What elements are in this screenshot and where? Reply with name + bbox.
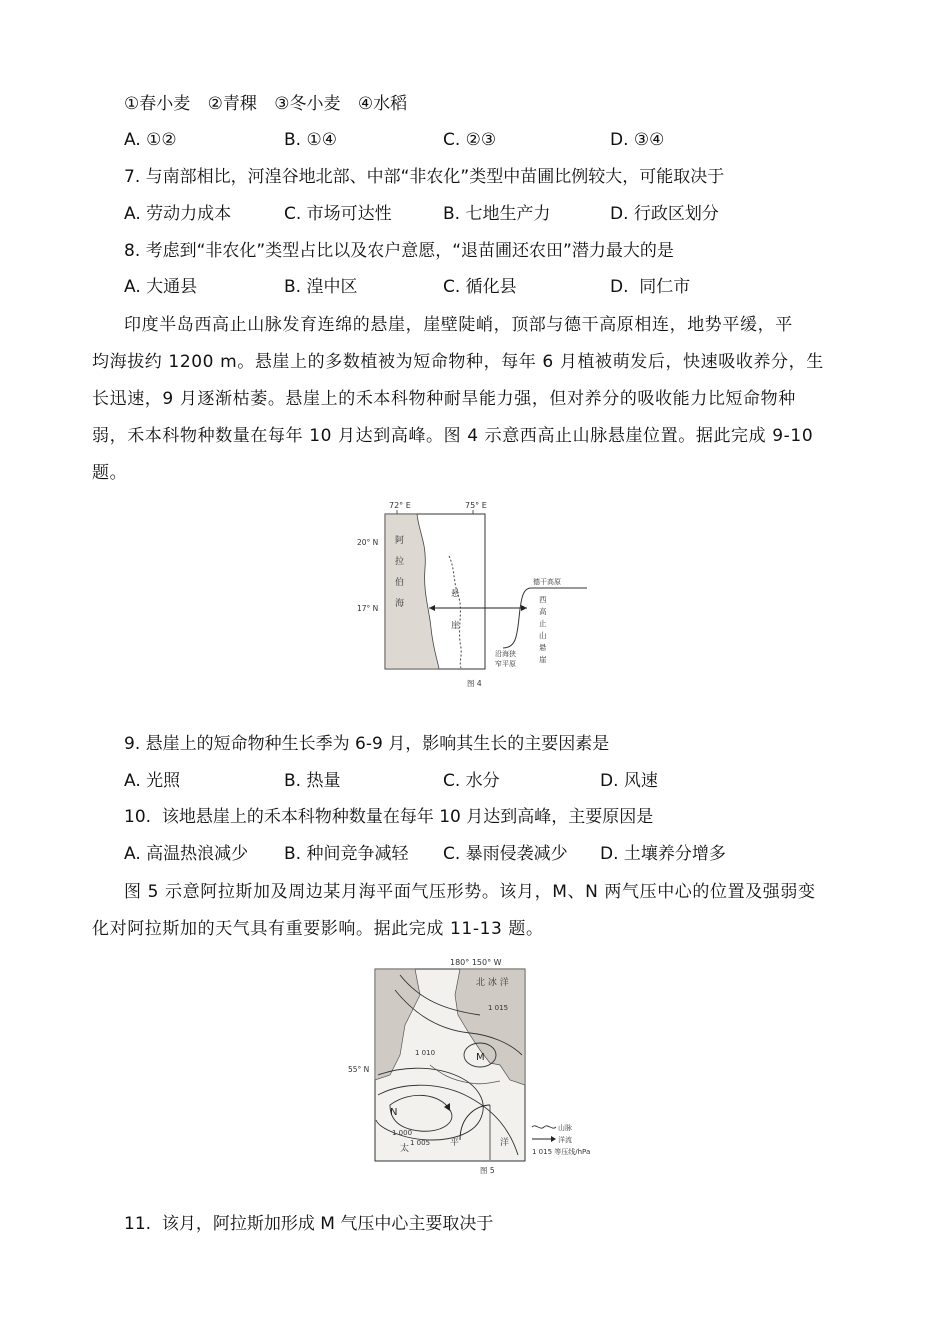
fig4-caption: 图 4 xyxy=(467,679,482,688)
fig4-lon-75: 75° E xyxy=(465,501,487,510)
q8-option-b: B. 湟中区 xyxy=(284,277,358,297)
figure4-map xyxy=(355,498,605,693)
q7-option-a: A. 劳动力成本 xyxy=(124,204,232,224)
fig4-sea-4: 海 xyxy=(395,599,405,609)
q10-option-b: B. 种间竞争减轻 xyxy=(284,844,409,864)
fig4-ghats-3: 止 xyxy=(539,619,547,628)
fig4-plain-1: 沿海狭 xyxy=(495,650,516,658)
q8-option-a: A. 大通县 xyxy=(124,277,198,297)
fig5-iso-1005: 1 005 xyxy=(410,1139,431,1147)
fig5-caption: 图 5 xyxy=(480,1166,495,1175)
fig4-ghats-2: 高 xyxy=(539,607,547,616)
passage1-line-4: 弱，禾本科物种数量在每年 10 月达到高峰。图 4 示意西高止山脉悬崖位置。据此完成 9-10 xyxy=(92,426,814,446)
fig4-sea-1: 阿 xyxy=(395,536,405,546)
q7-stem: 7. 与南部相比，河湟谷地北部、中部“非农化”类型中苗圃比例较大，可能取决于 xyxy=(124,167,725,187)
fig4-plain-2: 窄平原 xyxy=(495,660,516,668)
fig5-pacific-1: 太 xyxy=(400,1144,410,1154)
passage2-line-1: 图 5 示意阿拉斯加及周边某月海平面气压形势。该月，M、N 两气压中心的位置及强弱变 xyxy=(124,882,816,902)
fig5-legend-isobar: 1 015 等压线/hPa xyxy=(532,1148,591,1156)
q9-option-b: B. 热量 xyxy=(284,771,341,791)
fig4-ghats-5: 悬 xyxy=(539,643,547,652)
passage1-line-5: 题。 xyxy=(92,463,128,483)
q9-stem: 9. 悬崖上的短命物种生长季为 6-9 月，影响其生长的主要因素是 xyxy=(124,734,610,754)
fig5-iso-1015: 1 015 xyxy=(488,1004,509,1012)
q6-option-b: B. ①④ xyxy=(284,130,337,150)
fig5-iso-1010: 1 010 xyxy=(415,1049,436,1057)
figure5-map xyxy=(340,955,625,1180)
fig5-center-n: N xyxy=(390,1107,398,1118)
q9-option-d: D. 风速 xyxy=(600,771,658,791)
q11-stem: 11. 该月，阿拉斯加形成 M 气压中心主要取决于 xyxy=(124,1214,494,1234)
passage1-line-2: 均海拔约 1200 m。悬崖上的多数植被为短命物种，每年 6 月植被萌发后，快速吸收养分，生 xyxy=(92,352,824,372)
q10-option-c: C. 暴雨侵袭减少 xyxy=(443,844,568,864)
fig4-plateau: 德干高原 xyxy=(533,578,561,586)
q10-option-d: D. 土壤养分增多 xyxy=(600,844,726,864)
fig5-legend-current: 洋流 xyxy=(558,1136,572,1144)
fig4-lat-17: 17° N xyxy=(357,604,379,613)
passage2-line-2: 化对阿拉斯加的天气具有重要影响。据此完成 11-13 题。 xyxy=(92,919,544,939)
q9-option-c: C. 水分 xyxy=(443,771,500,791)
fig4-sea-2: 拉 xyxy=(395,557,405,567)
q6-option-a: A. ①② xyxy=(124,130,177,150)
q8-option-d: D. 同仁市 xyxy=(610,277,691,297)
fig4-sea-3: 伯 xyxy=(395,578,405,588)
q9-option-a: A. 光照 xyxy=(124,771,181,791)
q7-option-b: B. 七地生产力 xyxy=(443,204,551,224)
q10-stem: 10. 该地悬崖上的禾本科物种数量在每年 10 月达到高峰，主要原因是 xyxy=(124,807,654,827)
q8-option-c: C. 循化县 xyxy=(443,277,517,297)
fig5-center-m: M xyxy=(476,1052,485,1063)
fig5-lat: 55° N xyxy=(348,1065,370,1074)
fig4-ghats-6: 崖 xyxy=(539,655,547,664)
fig4-ghats-4: 山 xyxy=(539,631,547,640)
q8-stem: 8. 考虑到“非农化”类型占比以及农户意愿，“退苗圃还农田”潜力最大的是 xyxy=(124,241,674,261)
passage1-line-1: 印度半岛西高止山脉发育连绵的悬崖，崖壁陡峭，顶部与德干高原相连，地势平缓，平 xyxy=(124,315,793,335)
fig5-legend-mountain: 山脉 xyxy=(558,1124,572,1132)
q6-option-d: D. ③④ xyxy=(610,130,665,150)
q6-items: ①春小麦 ②青稞 ③冬小麦 ④水稻 xyxy=(124,94,408,114)
passage1-line-3: 长迅速，9 月逐渐枯萎。悬崖上的禾本科物种耐旱能力强，但对养分的吸收能力比短命物种 xyxy=(92,389,796,409)
fig4-cliff-2: 崖 xyxy=(451,621,460,631)
q10-option-a: A. 高温热浪减少 xyxy=(124,844,249,864)
fig4-lat-20: 20° N xyxy=(357,538,379,547)
q7-option-c: C. 市场可达性 xyxy=(284,204,392,224)
fig4-lon-72: 72° E xyxy=(389,501,411,510)
q6-option-c: C. ②③ xyxy=(443,130,497,150)
fig5-pacific-3: 洋 xyxy=(500,1138,510,1148)
fig4-ghats-1: 西 xyxy=(539,595,547,604)
fig5-arctic: 北 冰 洋 xyxy=(476,978,509,988)
q7-option-d: D. 行政区划分 xyxy=(610,204,719,224)
fig5-iso-1000: 1 000 xyxy=(392,1129,413,1137)
fig5-lon: 180° 150° W xyxy=(450,958,502,967)
fig4-cliff-1: 悬 xyxy=(451,589,460,599)
fig5-pacific-2: 平 xyxy=(450,1138,460,1148)
